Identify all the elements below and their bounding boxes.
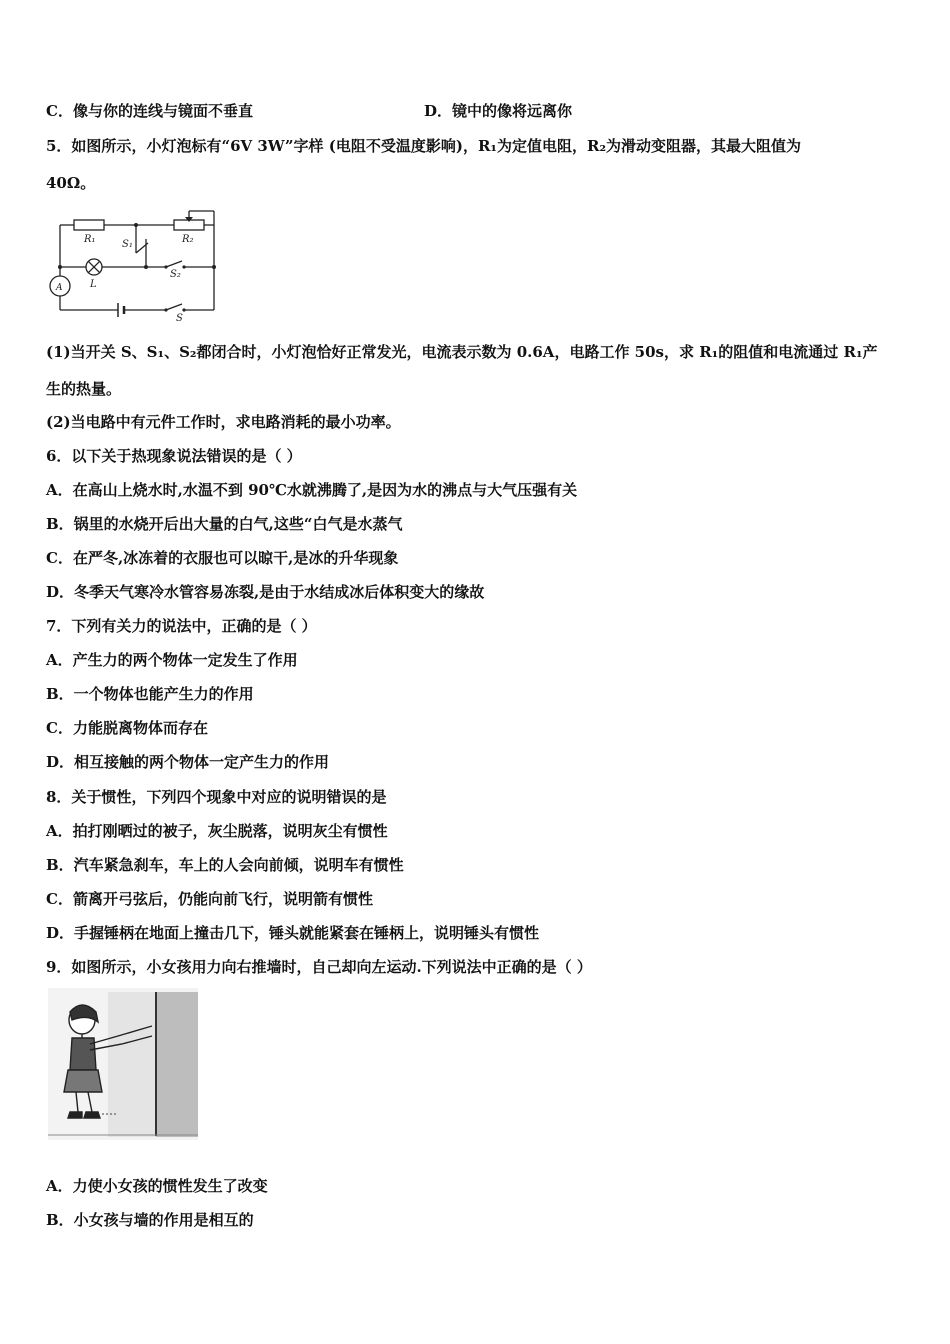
question-8-option-d: D．手握锤柄在地面上撞击几下，锤头就能紧套在锤柄上，说明锤头有惯性 [46, 924, 540, 942]
s2-label: S₂ [170, 269, 181, 280]
question-7-option-c: C．力能脱离物体而存在 [46, 719, 208, 737]
s1-label: S₁ [122, 239, 133, 250]
girl-pushing-wall-illustration [48, 988, 198, 1140]
question-8-option-b: B．汽车紧急刹车，车上的人会向前倾，说明车有惯性 [46, 856, 404, 874]
question-7-stem: 7．下列有关力的说法中，正确的是（ ） [46, 617, 317, 635]
question-6-option-b: B．锅里的水烧开后出大量的白气,这些“白气是水蒸气 [46, 515, 403, 533]
question-8-option-a: A．拍打刚晒过的被子，灰尘脱落，说明灰尘有惯性 [46, 822, 388, 840]
question-6-stem: 6．以下关于热现象说法错误的是（ ） [46, 447, 302, 465]
ammeter-label: A [56, 283, 63, 293]
question-5-stem-cont: 40Ω。 [46, 174, 96, 192]
question-8-option-c: C．箭离开弓弦后，仍能向前飞行，说明箭有惯性 [46, 890, 373, 908]
question-6-option-c: C．在严冬,冰冻着的衣服也可以晾干,是冰的升华现象 [46, 549, 399, 567]
question-7-option-d: D．相互接触的两个物体一定产生力的作用 [46, 753, 330, 771]
option-d-q4: D．镜中的像将远离你 [424, 102, 573, 120]
question-5-part-1-cont: 生的热量。 [46, 380, 122, 398]
question-6-option-d: D．冬季天气寒冷水管容易冻裂,是由于水结成冰后体积变大的缘故 [46, 583, 485, 601]
question-7-option-a: A．产生力的两个物体一定发生了作用 [46, 651, 298, 669]
question-5-part-1: (1)当开关 S、S₁、S₂都闭合时，小灯泡恰好正常发光，电流表示数为 0.6A，电路工作 50s，求 R₁的阻值和电流通过 R₁产 [46, 343, 878, 361]
question-7-option-b: B．一个物体也能产生力的作用 [46, 685, 254, 703]
r2-label: R₂ [182, 234, 194, 245]
question-5-stem: 5．如图所示，小灯泡标有“6V 3W”字样 (电阻不受温度影响)，R₁为定值电阻，R₂为滑动变阻器，其最大阻值为 [46, 137, 802, 155]
option-c-q4 [46, 101, 573, 121]
question-9-option-a: A．力使小女孩的惯性发生了改变 [46, 1177, 268, 1195]
option-text: C．像与你的连线与镜面不垂直 [46, 102, 253, 120]
r1-label: R₁ [84, 234, 96, 245]
question-9-stem: 9．如图所示，小女孩用力向右推墙时，自己却向左运动.下列说法中正确的是（ ） [46, 958, 592, 976]
circuit-diagram [46, 205, 226, 327]
s-label: S [176, 313, 183, 324]
lamp-label: L [90, 279, 97, 290]
question-6-option-a: A．在高山上烧水时,水温不到 90℃水就沸腾了,是因为水的沸点与大气压强有关 [46, 481, 578, 499]
question-8-stem: 8．关于惯性，下列四个现象中对应的说明错误的是 [46, 788, 387, 806]
question-9-option-b: B．小女孩与墙的作用是相互的 [46, 1211, 254, 1229]
question-5-part-2: (2)当电路中有元件工作时，求电路消耗的最小功率。 [46, 413, 401, 431]
